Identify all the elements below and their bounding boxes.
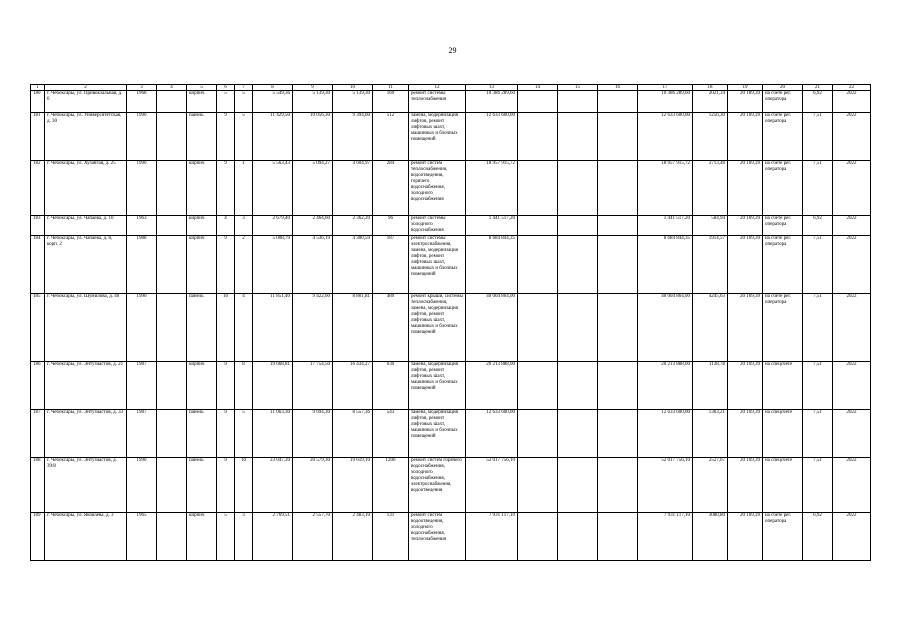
- column-number: 12: [409, 85, 466, 91]
- table-row: [31, 410, 871, 458]
- table-cell: 3: [235, 513, 253, 561]
- table-cell: на спецсчете: [763, 410, 803, 458]
- table-cell: на счете рег. оператора: [763, 236, 803, 294]
- table-cell: замена, модернизация лифтов, ремонт лифтовых шахт, машинных и блочных помещений: [409, 113, 466, 161]
- table-cell: 6,92: [803, 216, 833, 236]
- table-cell: на счете рег. оператора: [763, 294, 803, 362]
- table-cell: 2527,67: [693, 458, 728, 513]
- table-cell: [558, 161, 598, 216]
- table-cell: 2 769,51: [253, 513, 293, 561]
- table-cell: 19 668,81: [253, 362, 293, 410]
- table-cell: 1 441 517,20: [638, 216, 693, 236]
- table-cell: 2022: [833, 362, 871, 410]
- table-cell: 2021,34: [693, 91, 728, 113]
- table-cell: [598, 113, 638, 161]
- table-cell: 10: [235, 458, 253, 513]
- table-cell: 52 017 756,10: [466, 458, 518, 513]
- table-row: [31, 294, 871, 362]
- table-cell: 5: [217, 91, 235, 113]
- table-cell: 20 169,39: [728, 294, 763, 362]
- table-cell: 9: [217, 410, 235, 458]
- table-cell: на спецсчете: [763, 458, 803, 513]
- table-cell: 7,51: [803, 362, 833, 410]
- table-cell: 11 063,30: [253, 410, 293, 458]
- table-cell: 6,92: [803, 513, 833, 561]
- table-cell: г. Чебоксары, ул. Привокзальная, д. 6: [45, 91, 127, 113]
- table-cell: [598, 216, 638, 236]
- table-cell: 1987: [127, 410, 157, 458]
- table-cell: [558, 91, 598, 113]
- table-cell: кирпич: [187, 216, 217, 236]
- table-cell: [558, 294, 598, 362]
- table-cell: панель: [187, 458, 217, 513]
- column-number: 8: [253, 85, 293, 91]
- table-cell: [598, 91, 638, 113]
- table-cell: [518, 236, 558, 294]
- table-cell: 4: [217, 216, 235, 236]
- table-cell: 2022: [833, 161, 871, 216]
- table-cell: 187: [31, 410, 45, 458]
- table-cell: 20 213 888,00: [638, 362, 693, 410]
- table-cell: 2022: [833, 91, 871, 113]
- table-row: [31, 362, 871, 410]
- column-number: 16: [598, 85, 638, 91]
- table-cell: 7,51: [803, 410, 833, 458]
- table-cell: 3: [235, 216, 253, 236]
- column-number: 13: [466, 85, 518, 91]
- table-cell: 5: [235, 410, 253, 458]
- table-cell: [157, 161, 187, 216]
- table-cell: ремонт систем теплоснабжения, водоотведения, горячего водоснабжения, холодного водоснабжения: [409, 161, 466, 216]
- table-cell: 1990: [127, 161, 157, 216]
- table-cell: 4: [235, 294, 253, 362]
- table-cell: 7,51: [803, 294, 833, 362]
- table-cell: панель: [187, 113, 217, 161]
- table-cell: 23 047,20: [253, 458, 293, 513]
- table-cell: кирпич: [187, 161, 217, 216]
- table-cell: 20 169,39: [728, 236, 763, 294]
- table-cell: кирпич: [187, 513, 217, 561]
- table-cell: панель: [187, 294, 217, 362]
- table-cell: 188: [31, 458, 45, 513]
- table-cell: 7,51: [803, 161, 833, 216]
- table-cell: [598, 294, 638, 362]
- table-cell: 489: [373, 294, 409, 362]
- table-cell: 187: [373, 236, 409, 294]
- table-cell: 96: [373, 216, 409, 236]
- housing-register-table: [30, 84, 871, 561]
- table-cell: 2022: [833, 513, 871, 561]
- table-cell: 4 604,97: [333, 161, 373, 216]
- table-cell: 3713,48: [693, 161, 728, 216]
- table-cell: 40 004 864,00: [638, 294, 693, 362]
- table-cell: замена, модернизация лифтов, ремонт лифтовых шахт, машинных и блочных помещений: [409, 362, 466, 410]
- table-cell: 20 169,39: [728, 362, 763, 410]
- table-cell: 17 754,50: [293, 362, 333, 410]
- table-cell: 512: [373, 113, 409, 161]
- table-cell: [558, 458, 598, 513]
- table-cell: 1303,21: [693, 410, 728, 458]
- column-number: 2: [45, 85, 127, 91]
- table-cell: 8 684 844,35: [638, 236, 693, 294]
- table-cell: г. Чебоксары, ул. Чапаева, д. 8, корп. 2: [45, 236, 127, 294]
- table-cell: 2 557,70: [293, 513, 333, 561]
- table-cell: 5: [217, 513, 235, 561]
- table-cell: 169: [373, 91, 409, 113]
- table-cell: [598, 161, 638, 216]
- table-cell: кирпич: [187, 362, 217, 410]
- table-cell: 7 931 117,10: [466, 513, 518, 561]
- table-cell: 2022: [833, 294, 871, 362]
- table-cell: г. Чебоксары, ул. Шумилова, д. 40: [45, 294, 127, 362]
- table-cell: 184: [31, 236, 45, 294]
- column-number: 3: [127, 85, 157, 91]
- table-cell: 5: [235, 113, 253, 161]
- table-cell: 10 056,30: [293, 113, 333, 161]
- table-cell: ремонт системы холодного водоснабжения: [409, 216, 466, 236]
- table-cell: [157, 236, 187, 294]
- table-cell: ремонт систем водоотведения, холодного водоснабжения, теплоснабжения: [409, 513, 466, 561]
- column-number: 14: [518, 85, 558, 91]
- table-cell: 20 579,30: [293, 458, 333, 513]
- table-cell: 2 679,40: [253, 216, 293, 236]
- table-cell: на счете рег. оператора: [763, 216, 803, 236]
- column-number: 10: [333, 85, 373, 91]
- table-cell: 52 017 756,10: [638, 458, 693, 513]
- table-cell: г. Чебоксары, ул. Хузангая, д. 25: [45, 161, 127, 216]
- table-cell: [157, 458, 187, 513]
- column-number: 21: [803, 85, 833, 91]
- column-number: 4: [157, 85, 187, 91]
- table-cell: 2022: [833, 410, 871, 458]
- table-cell: 1963: [127, 216, 157, 236]
- table-cell: 9: [217, 362, 235, 410]
- table-cell: [558, 216, 598, 236]
- table-cell: 1987: [127, 362, 157, 410]
- table-cell: г. Чебоксары, ул. Энтузиастов, д. 33: [45, 410, 127, 458]
- table-cell: г. Чебоксары, ул. Энтузиастов, д. 21: [45, 362, 127, 410]
- table-cell: 639: [373, 362, 409, 410]
- table-cell: [518, 362, 558, 410]
- table-row: [31, 236, 871, 294]
- table-cell: [157, 513, 187, 561]
- column-number: 1: [31, 85, 45, 91]
- table-cell: [157, 410, 187, 458]
- table-cell: [598, 362, 638, 410]
- table-cell: 1968: [127, 91, 157, 113]
- table-cell: 20 169,39: [728, 410, 763, 458]
- table-cell: 1990: [127, 294, 157, 362]
- table-cell: 2: [235, 236, 253, 294]
- table-cell: замена, модернизация лифтов, ремонт лифтовых шахт, машинных и блочных помещений: [409, 410, 466, 458]
- table-cell: 12 633 600,00: [638, 410, 693, 458]
- table-cell: [518, 294, 558, 362]
- table-cell: 2 362,20: [333, 216, 373, 236]
- table-row: [31, 91, 871, 113]
- table-cell: 543: [373, 410, 409, 458]
- table-cell: 4245,63: [693, 294, 728, 362]
- column-number: 11: [373, 85, 409, 91]
- table-cell: кирпич: [187, 91, 217, 113]
- table-cell: 16 434,27: [333, 362, 373, 410]
- column-number: 5: [187, 85, 217, 91]
- table-cell: 20 213 888,00: [466, 362, 518, 410]
- table-cell: 2022: [833, 113, 871, 161]
- table-cell: 10 386 289,60: [466, 91, 518, 113]
- table-cell: 2022: [833, 216, 871, 236]
- table-cell: 1990: [127, 458, 157, 513]
- table-cell: 1138,78: [693, 362, 728, 410]
- column-number: 22: [833, 85, 871, 91]
- table-cell: [518, 216, 558, 236]
- table-cell: 5 549,36: [253, 91, 293, 113]
- table-cell: 1 441 517,20: [466, 216, 518, 236]
- table-cell: ремонт систем горячего водоснабжения, холодного водоснабжения, электроснабжения, водоотведения: [409, 458, 466, 513]
- table-cell: [157, 294, 187, 362]
- column-number: 18: [693, 85, 728, 91]
- table-cell: 9: [217, 113, 235, 161]
- table-cell: 5: [235, 91, 253, 113]
- table-cell: 5 139,30: [293, 91, 333, 113]
- table-cell: на счете рег. оператора: [763, 161, 803, 216]
- column-number: 17: [638, 85, 693, 91]
- table-row: [31, 161, 871, 216]
- table-cell: 2022: [833, 236, 871, 294]
- table-row: [31, 216, 871, 236]
- table-cell: 9 694,30: [293, 410, 333, 458]
- table-cell: 40 004 864,00: [466, 294, 518, 362]
- table-cell: [558, 513, 598, 561]
- table-cell: [598, 458, 638, 513]
- table-cell: 5 094,27: [293, 161, 333, 216]
- table-cell: 189: [31, 513, 45, 561]
- table-cell: на счете рег. оператора: [763, 113, 803, 161]
- table-cell: 5 139,30: [333, 91, 373, 113]
- column-number: 6: [217, 85, 235, 91]
- table-cell: [157, 216, 187, 236]
- column-number: 19: [728, 85, 763, 91]
- table-cell: [157, 91, 187, 113]
- table-cell: [157, 362, 187, 410]
- table-cell: 9: [217, 236, 235, 294]
- table-row: [31, 458, 871, 513]
- table-cell: 11 429,50: [253, 113, 293, 161]
- table-cell: 584,94: [693, 216, 728, 236]
- table-cell: 3080,80: [693, 513, 728, 561]
- table-cell: панель: [187, 410, 217, 458]
- table-cell: [518, 513, 558, 561]
- table-cell: 9 394,60: [333, 113, 373, 161]
- table-cell: 5 008,79: [253, 236, 293, 294]
- table-cell: 1990: [127, 113, 157, 161]
- table-row: [31, 513, 871, 561]
- table-cell: 2022: [833, 458, 871, 513]
- column-number: 7: [235, 85, 253, 91]
- table-cell: ремонт системы теплоснабжения: [409, 91, 466, 113]
- table-cell: кирпич: [187, 236, 217, 294]
- page-number: 29: [448, 46, 457, 55]
- table-cell: 12 633 600,00: [466, 113, 518, 161]
- table-cell: 11 851,40: [253, 294, 293, 362]
- table-cell: 20 169,39: [728, 216, 763, 236]
- table-cell: 10 386 289,60: [638, 91, 693, 113]
- table-row: [31, 113, 871, 161]
- table-cell: 4 300,59: [333, 236, 373, 294]
- table-cell: 1914,57: [693, 236, 728, 294]
- table-cell: [598, 513, 638, 561]
- table-cell: 186: [31, 362, 45, 410]
- table-cell: 12 633 600,00: [638, 113, 693, 161]
- table-cell: 181: [31, 113, 45, 161]
- column-number: 9: [293, 85, 333, 91]
- table-cell: 20 189,39: [728, 91, 763, 113]
- table-cell: 183: [31, 216, 45, 236]
- table-cell: 2 464,60: [293, 216, 333, 236]
- table-cell: 18 957 915,72: [466, 161, 518, 216]
- table-cell: 9 422,60: [293, 294, 333, 362]
- table-cell: 7,51: [803, 113, 833, 161]
- table-cell: г. Чебоксары, ул. Чапаева, д. 10: [45, 216, 127, 236]
- table-cell: 19 619,10: [333, 458, 373, 513]
- table-cell: 182: [31, 161, 45, 216]
- table-cell: 20 169,39: [728, 161, 763, 216]
- table-cell: [558, 362, 598, 410]
- table-cell: [558, 236, 598, 294]
- table-cell: [558, 410, 598, 458]
- table-cell: 180: [31, 91, 45, 113]
- table-cell: ремонт системы электроснабжения, замена, модернизация лифтов, ремонт лифтовых шахт, машинных и блочных помещений: [409, 236, 466, 294]
- table-cell: [558, 113, 598, 161]
- table-cell: [518, 91, 558, 113]
- table-cell: 8 684 844,35: [466, 236, 518, 294]
- table-cell: 1: [235, 161, 253, 216]
- table-cell: 7,51: [803, 458, 833, 513]
- table-cell: 1965: [127, 513, 157, 561]
- table-cell: г. Чебоксары, ул. Университетская, д. 30: [45, 113, 127, 161]
- table-cell: 9: [217, 161, 235, 216]
- table-cell: ремонт крыши, системы теплоснабжения, замена, модернизация лифтов, ремонт лифтовых шахт, машинных и блочных помещений: [409, 294, 466, 362]
- table-cell: 9: [217, 458, 235, 513]
- table-cell: [598, 410, 638, 458]
- table-cell: на спецсчете: [763, 362, 803, 410]
- table-cell: 284: [373, 161, 409, 216]
- table-cell: 7 931 117,10: [638, 513, 693, 561]
- table-cell: 10: [217, 294, 235, 362]
- table-cell: 18 957 915,72: [638, 161, 693, 216]
- table-cell: 7,51: [803, 236, 833, 294]
- table-cell: 1988: [127, 236, 157, 294]
- column-number: 20: [763, 85, 803, 91]
- table-cell: 5 563,43: [253, 161, 293, 216]
- table-cell: 8: [235, 362, 253, 410]
- table-cell: на счете рег. оператора: [763, 91, 803, 113]
- table-cell: [518, 458, 558, 513]
- table-cell: 4 536,19: [293, 236, 333, 294]
- table-cell: 131: [373, 513, 409, 561]
- table-cell: 8 801,81: [333, 294, 373, 362]
- table-cell: 2 483,10: [333, 513, 373, 561]
- table-cell: г. Чебоксары, ул. Яковлева, д. 3: [45, 513, 127, 561]
- table-cell: г. Чебоксары, ул. Энтузиастов, д. 39/8: [45, 458, 127, 513]
- table-cell: [598, 236, 638, 294]
- table-cell: 20 169,39: [728, 513, 763, 561]
- table-cell: 12 633 600,00: [466, 410, 518, 458]
- table-cell: 185: [31, 294, 45, 362]
- table-cell: 8 557,36: [333, 410, 373, 458]
- column-number: 15: [558, 85, 598, 91]
- table-cell: [518, 161, 558, 216]
- table-cell: [518, 113, 558, 161]
- table-cell: 20 169,39: [728, 113, 763, 161]
- table-cell: 1256,30: [693, 113, 728, 161]
- table-cell: [518, 410, 558, 458]
- table-cell: [157, 113, 187, 161]
- table-cell: 20 169,39: [728, 458, 763, 513]
- table-cell: на счете рег. оператора: [763, 513, 803, 561]
- table-cell: 6,92: [803, 91, 833, 113]
- table-cell: 1206: [373, 458, 409, 513]
